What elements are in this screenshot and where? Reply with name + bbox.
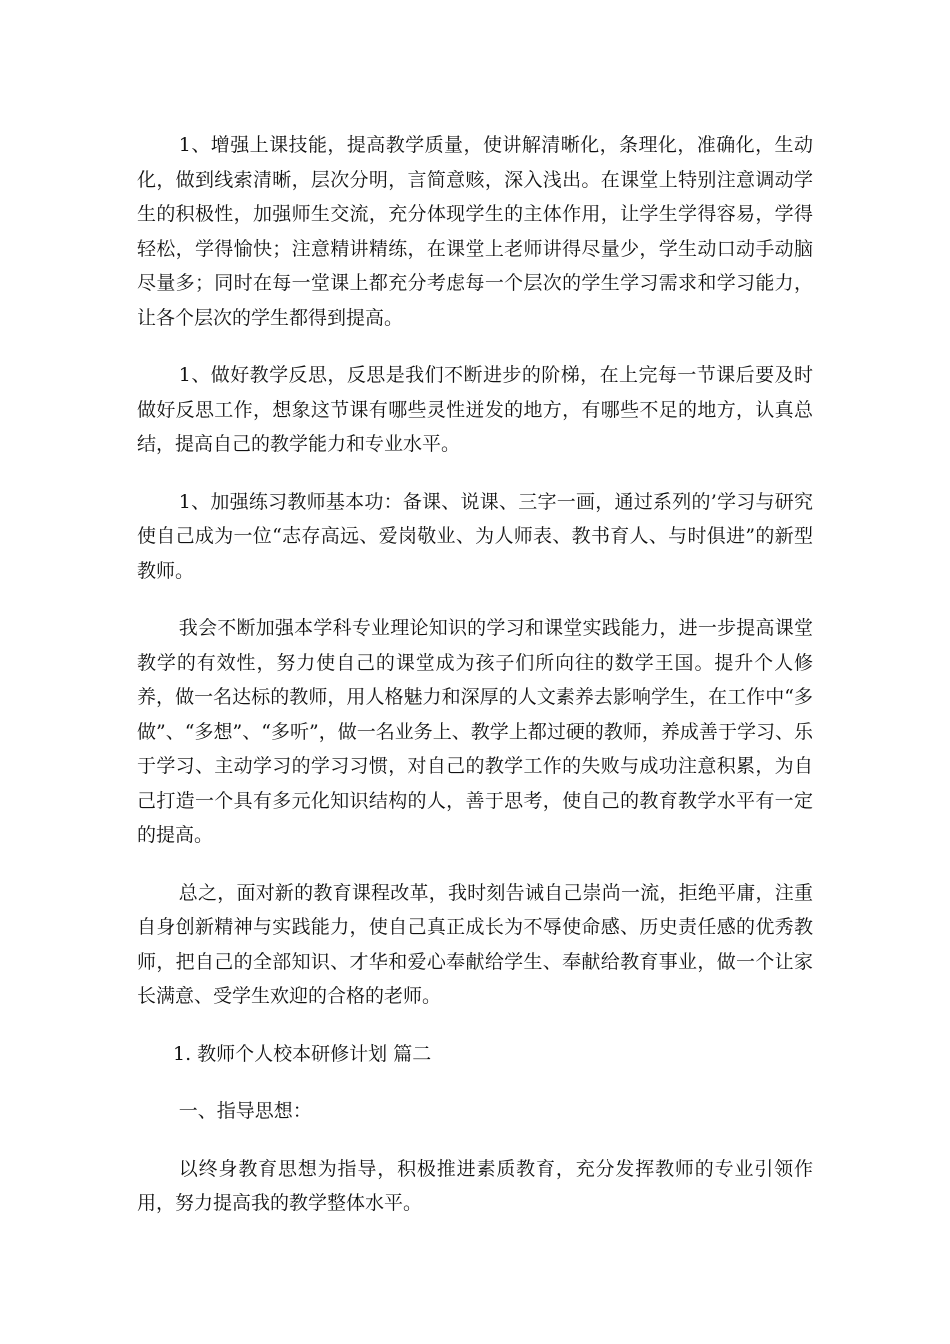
document-body <box>137 128 813 1244</box>
paragraph-guiding-thought: 以终身教育思想为指导，积极推进素质教育，充分发挥教师的专业引领作用，努力提高我的教学整体水平。 <box>137 1157 813 1214</box>
paragraph-teaching-skills: 1、增强上课技能，提高教学质量，使讲解清晰化，条理化，准确化，生动化，做到线索清晰，层次分明，言简意赅，深入浅出。在课堂上特别注意调动学生的积极性，加强师生交流，充分体现学生的主体作用，让学生学得容易，学得轻松，学得愉快；注意精讲精练，在课堂上老师讲得尽量少，学生动口动手动脑尽量多；同时在每一堂课上都充分考虑每一个层次的学生学习需求和学习能力，让各个层次的学生都得到提高。 <box>137 134 813 329</box>
paragraph-conclusion: 总之，面对新的教育课程改革，我时刻告诫自己崇尚一流，拒绝平庸，注重自身创新精神与实践能力，使自己真正成长为不辱使命感、历史责任感的优秀教师，把自己的全部知识、才华和爱心奉献给学生、奉献给教育事业，做一个让家长满意、受学生欢迎的合格的老师。 <box>137 881 813 1007</box>
paragraph-basic-skills: 1、加强练习教师基本功：备课、说课、三字一画，通过系列的’学习与研究使自己成为一位“志存高远、爱岗敬业、为人师表、教书育人、与时俱进”的新型教师。 <box>137 490 813 582</box>
subheading-guiding-thought: 一、指导思想： <box>178 1100 312 1122</box>
section-title: 1. 教师个人校本研修计划 篇二 <box>173 1042 432 1065</box>
paragraph-professional-growth: 我会不断加强本学科专业理论知识的学习和课堂实践能力，进一步提高课堂教学的有效性，努力使自己的课堂成为孩子们所向往的数学王国。提升个人修养，做一名达标的教师，用人格魅力和深厚的人文素养去影响学生，在工作中“多做”、“多想”、“多听”，做一名业务上、教学上都过硬的教师，养成善于学习、乐于学习、主动学习的学习习惯，对自己的教学工作的失败与成功注意积累，为自己打造一个具有多元化知识结构的人，善于思考，使自己的教育教学水平有一定的提高。 <box>137 617 813 846</box>
paragraph-teaching-reflection: 1、做好教学反思，反思是我们不断进步的阶梯，在上完每一节课后要及时做好反思工作，想象这节课有哪些灵性迸发的地方，有哪些不足的地方，认真总结，提高自己的教学能力和专业水平。 <box>137 364 813 455</box>
